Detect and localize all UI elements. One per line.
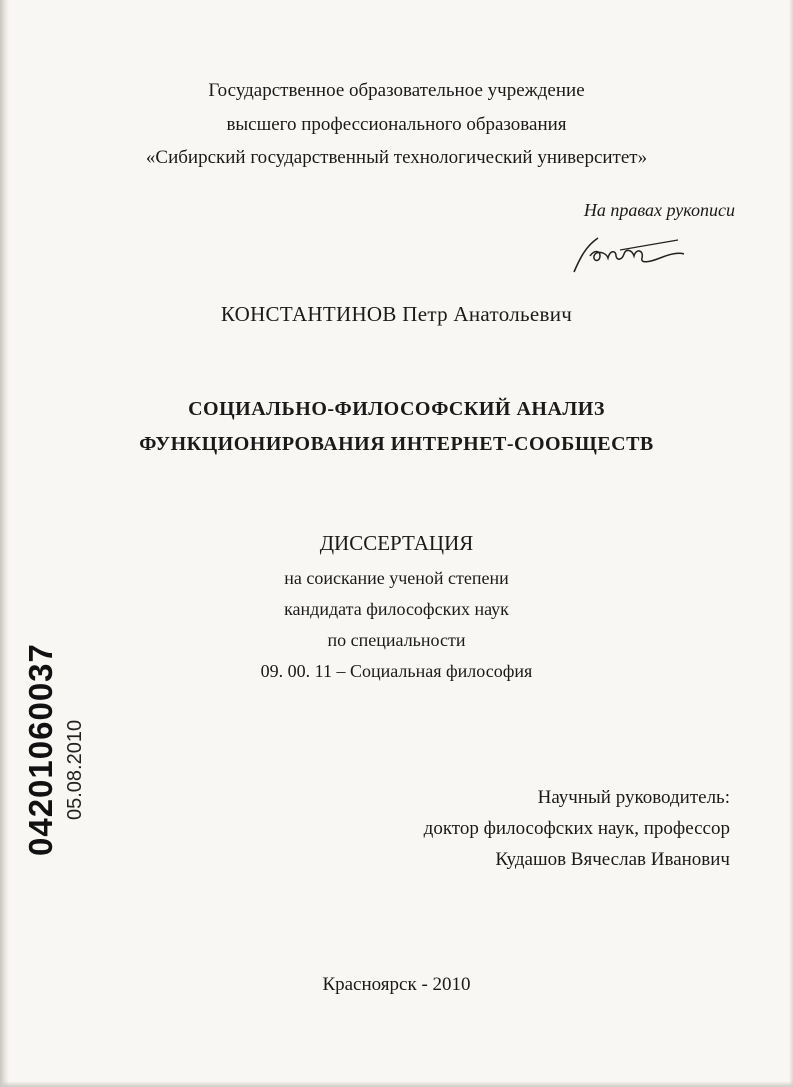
manuscript-rights-note: На правах рукописи [583, 200, 735, 220]
institution-line-2: высшего профессионального образования [226, 114, 567, 135]
dissertation-title-line-1: СОЦИАЛЬНО-ФИЛОСОФСКИЙ АНАЛИЗ [188, 398, 605, 420]
specialty-line: 09. 00. 11 – Социальная философия [260, 661, 533, 681]
dissertation-label: ДИССЕРТАЦИЯ [319, 531, 474, 555]
library-stamp-date: 05.08.2010 [64, 719, 86, 820]
institution-line-1: Государственное образовательное учреждение [208, 80, 585, 101]
page-bottom-edge-shadow [0, 1081, 793, 1087]
city-year: Красноярск - 2010 [322, 974, 471, 995]
supervisor-label: Научный руководитель: [537, 787, 730, 808]
degree-line-3: по специальности [327, 630, 466, 650]
institution-line-3: «Сибирский государственный технологический университет» [145, 147, 648, 168]
dissertation-title-line-2: ФУНКЦИОНИРОВАНИЯ ИНТЕРНЕТ-СООБЩЕСТВ [139, 433, 654, 455]
degree-line-2: кандидата философских наук [284, 599, 509, 619]
library-stamp-number: 04201060037 [22, 643, 59, 856]
author-name: КОНСТАНТИНОВ Петр Анатольевич [220, 302, 573, 326]
degree-line-1: на соискание ученой степени [284, 568, 509, 588]
author-signature [560, 228, 710, 278]
supervisor-name: Кудашов Вячеслав Иванович [495, 849, 730, 870]
supervisor-degree: доктор философских наук, профессор [423, 818, 730, 839]
